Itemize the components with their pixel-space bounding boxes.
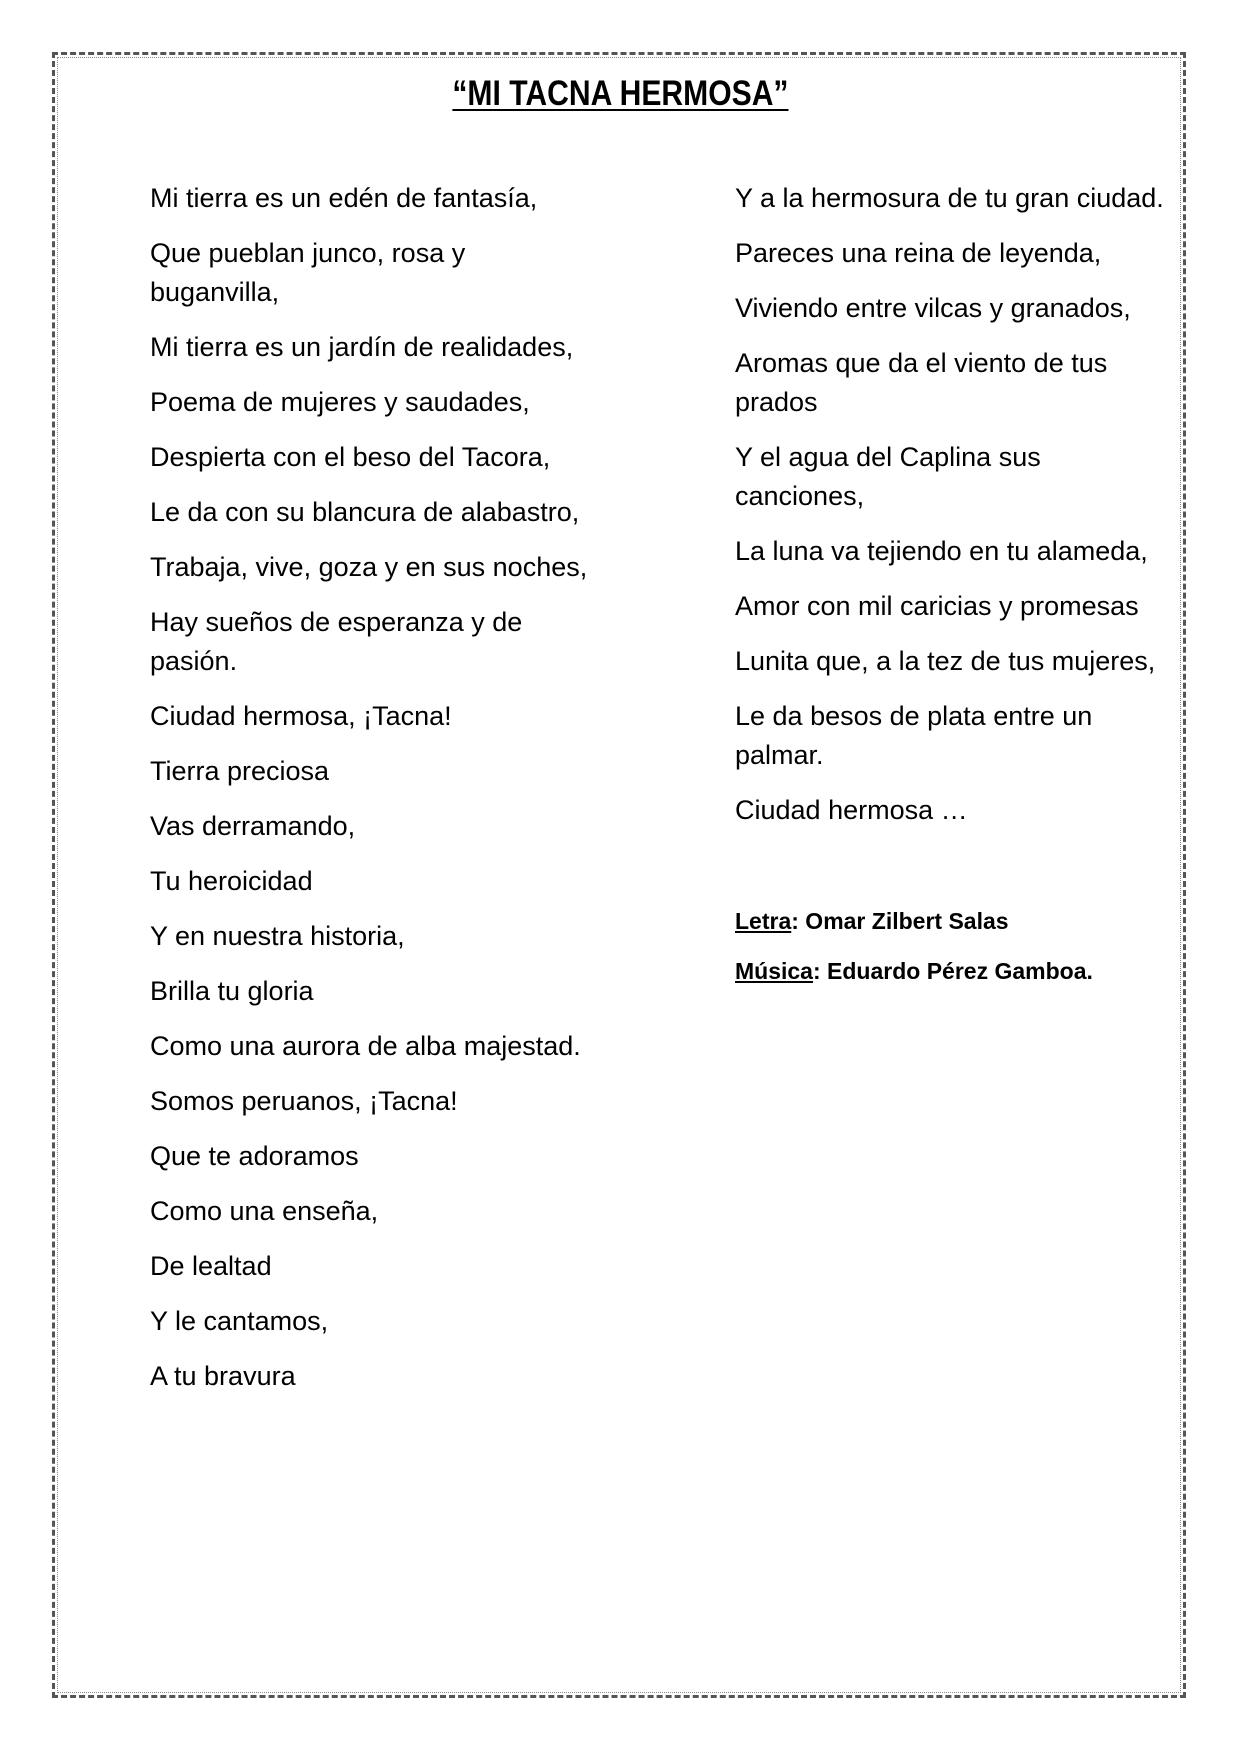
right-column — [735, 179, 1175, 1006]
verse-line: Y el agua del Caplina sus canciones, — [735, 442, 1041, 511]
verse-line: Mi tierra es un jardín de realidades, — [150, 332, 574, 362]
verse-line: Que te adoramos — [150, 1141, 359, 1171]
verse-line: Tierra preciosa — [150, 756, 330, 786]
verse-line: Que pueblan junco, rosa y buganvilla, — [150, 238, 466, 307]
song-title-text: “MI TACNA HERMOSA” — [452, 74, 789, 113]
verse-line: Ciudad hermosa … — [735, 795, 968, 825]
verse-line: Aromas que da el viento de tus prados — [735, 348, 1108, 417]
music-label: Música — [735, 958, 813, 984]
credits — [735, 906, 1175, 986]
verse-line: Despierta con el beso del Tacora, — [150, 442, 551, 472]
verse-line: Brilla tu gloria — [150, 976, 314, 1006]
verse-line: Pareces una reina de leyenda, — [735, 238, 1102, 268]
verse-line: Hay sueños de esperanza y de pasión. — [150, 607, 523, 676]
verse-line: Somos peruanos, ¡Tacna! — [150, 1086, 458, 1116]
verse-line: Poema de mujeres y saudades, — [150, 387, 530, 417]
verse-line: La luna va tejiendo en tu alameda, — [735, 536, 1148, 566]
lyrics-author: : Omar Zilbert Salas — [791, 908, 1009, 934]
verse-line: Viviendo entre vilcas y granados, — [735, 293, 1131, 323]
verse-line: Mi tierra es un edén de fantasía, — [150, 183, 538, 213]
lyrics-label: Letra — [735, 908, 792, 934]
verse-line: Como una aurora de alba majestad. — [150, 1031, 581, 1061]
lyrics-credit — [735, 906, 1175, 936]
verse-line: A tu bravura — [150, 1361, 296, 1391]
left-column — [150, 179, 590, 1412]
verse-line: Tu heroicidad — [150, 866, 313, 896]
verse-line: Amor con mil caricias y promesas — [735, 591, 1139, 621]
verse-line: Como una enseña, — [150, 1196, 379, 1226]
verse-line: Y en nuestra historia, — [150, 921, 405, 951]
verse-line: Lunita que, a la tez de tus mujeres, — [735, 646, 1156, 676]
verse-line: Y a la hermosura de tu gran ciudad. — [735, 183, 1164, 213]
song-title — [87, 74, 1154, 114]
verse-line: De lealtad — [150, 1251, 272, 1281]
music-credit — [735, 956, 1175, 986]
music-author: : Eduardo Pérez Gamboa. — [812, 958, 1093, 984]
verse-line: Le da con su blancura de alabastro, — [150, 497, 580, 527]
verse-line: Vas derramando, — [150, 811, 356, 841]
verse-line: Ciudad hermosa, ¡Tacna! — [150, 701, 452, 731]
verse-line: Y le cantamos, — [150, 1306, 329, 1336]
verse-line: Le da besos de plata entre un palmar. — [735, 701, 1093, 770]
verse-line: Trabaja, vive, goza y en sus noches, — [150, 552, 588, 582]
